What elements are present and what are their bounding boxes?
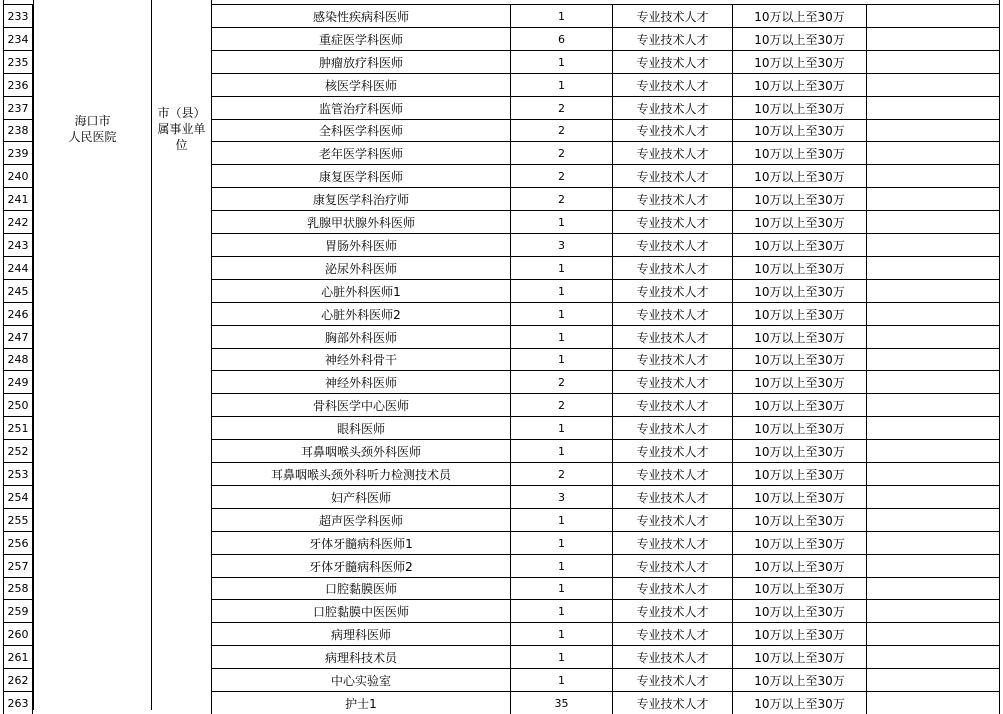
hiring-count: 1 [510,210,612,233]
remarks-cell [866,668,1000,691]
hiring-count: 35 [510,691,612,714]
talent-type: 专业技术人才 [612,27,732,50]
remarks-cell [866,554,1000,577]
talent-type: 专业技术人才 [612,233,732,256]
hiring-count: 2 [510,96,612,119]
talent-type: 专业技术人才 [612,462,732,485]
salary-range: 10万以上至30万 [732,256,866,279]
salary-range: 10万以上至30万 [732,73,866,96]
remarks-cell [866,645,1000,668]
row-number: 234 [3,27,33,50]
remarks-cell [866,96,1000,119]
remarks-cell [866,279,1000,302]
remarks-cell [866,462,1000,485]
hiring-count: 2 [510,370,612,393]
talent-type: 专业技术人才 [612,210,732,233]
position-name: 老年医学科医师 [211,141,510,164]
salary-range: 10万以上至30万 [732,279,866,302]
salary-range: 10万以上至30万 [732,187,866,210]
row-number: 248 [3,348,33,370]
row-number: 236 [3,73,33,96]
talent-type: 专业技术人才 [612,302,732,325]
talent-type: 专业技术人才 [612,96,732,119]
position-name: 眼科医师 [211,416,510,439]
salary-range: 10万以上至30万 [732,645,866,668]
talent-type: 专业技术人才 [612,370,732,393]
row-number: 256 [3,531,33,554]
remarks-cell [866,485,1000,508]
position-name: 神经外科医师 [211,370,510,393]
hiring-count: 1 [510,325,612,348]
salary-range: 10万以上至30万 [732,393,866,416]
row-number: 253 [3,462,33,485]
salary-range: 10万以上至30万 [732,622,866,645]
salary-range: 10万以上至30万 [732,577,866,599]
salary-range: 10万以上至30万 [732,164,866,187]
salary-range: 10万以上至30万 [732,233,866,256]
position-name: 骨科医学中心医师 [211,393,510,416]
salary-range: 10万以上至30万 [732,325,866,348]
salary-range: 10万以上至30万 [732,141,866,164]
row-number: 258 [3,577,33,599]
row-number: 241 [3,187,33,210]
talent-type: 专业技术人才 [612,508,732,531]
salary-range: 10万以上至30万 [732,27,866,50]
row-number: 244 [3,256,33,279]
hiring-count: 1 [510,416,612,439]
hiring-count: 2 [510,462,612,485]
remarks-cell [866,531,1000,554]
hiring-count: 1 [510,50,612,73]
hiring-count: 2 [510,164,612,187]
position-name: 乳腺甲状腺外科医师 [211,210,510,233]
row-number: 260 [3,622,33,645]
row-number: 240 [3,164,33,187]
salary-range: 10万以上至30万 [732,599,866,622]
remarks-cell [866,50,1000,73]
salary-range: 10万以上至30万 [732,508,866,531]
salary-range: 10万以上至30万 [732,439,866,462]
position-name: 泌尿外科医师 [211,256,510,279]
talent-type: 专业技术人才 [612,439,732,462]
position-name: 妇产科医师 [211,485,510,508]
remarks-cell [866,622,1000,645]
row-number: 242 [3,210,33,233]
position-name: 全科医学科医师 [211,119,510,141]
salary-range: 10万以上至30万 [732,210,866,233]
talent-type: 专业技术人才 [612,50,732,73]
hiring-count: 1 [510,4,612,27]
position-name: 病理科技术员 [211,645,510,668]
position-name: 胃肠外科医师 [211,233,510,256]
remarks-cell [866,302,1000,325]
position-name: 中心实验室 [211,668,510,691]
salary-range: 10万以上至30万 [732,485,866,508]
row-number: 252 [3,439,33,462]
salary-range: 10万以上至30万 [732,348,866,370]
talent-type: 专业技术人才 [612,577,732,599]
row-number: 262 [3,668,33,691]
remarks-cell [866,577,1000,599]
position-name: 口腔黏膜医师 [211,577,510,599]
remarks-cell [866,119,1000,141]
row-number: 249 [3,370,33,393]
position-name: 感染性疾病科医师 [211,4,510,27]
talent-type: 专业技术人才 [612,164,732,187]
talent-type: 专业技术人才 [612,645,732,668]
hiring-count: 1 [510,554,612,577]
position-name: 口腔黏膜中医医师 [211,599,510,622]
hiring-count: 6 [510,27,612,50]
row-number: 254 [3,485,33,508]
row-number: 263 [3,691,33,714]
hiring-count: 1 [510,73,612,96]
employer-cell: 海口市 人民医院 [68,114,117,144]
hiring-count: 2 [510,393,612,416]
talent-type: 专业技术人才 [612,668,732,691]
remarks-cell [866,4,1000,27]
remarks-cell [866,508,1000,531]
position-name: 病理科医师 [211,622,510,645]
hiring-count: 1 [510,302,612,325]
salary-range: 10万以上至30万 [732,554,866,577]
talent-type: 专业技术人才 [612,416,732,439]
salary-range: 10万以上至30万 [732,370,866,393]
talent-type: 专业技术人才 [612,279,732,302]
salary-range: 10万以上至30万 [732,50,866,73]
row-number: 233 [3,4,33,27]
hiring-count: 1 [510,599,612,622]
position-name: 胸部外科医师 [211,325,510,348]
hiring-count: 1 [510,256,612,279]
hiring-count: 2 [510,141,612,164]
talent-type: 专业技术人才 [612,4,732,27]
talent-type: 专业技术人才 [612,119,732,141]
remarks-cell [866,691,1000,714]
talent-type: 专业技术人才 [612,187,732,210]
salary-range: 10万以上至30万 [732,668,866,691]
row-number: 246 [3,302,33,325]
hiring-count: 1 [510,645,612,668]
hiring-count: 2 [510,187,612,210]
talent-type: 专业技术人才 [612,531,732,554]
hiring-count: 1 [510,622,612,645]
remarks-cell [866,599,1000,622]
hiring-count: 1 [510,508,612,531]
row-number: 255 [3,508,33,531]
hiring-count: 1 [510,531,612,554]
position-name: 护士1 [211,691,510,714]
position-name: 牙体牙髓病科医师1 [211,531,510,554]
salary-range: 10万以上至30万 [732,96,866,119]
position-name: 耳鼻咽喉头颈外科听力检测技术员 [211,462,510,485]
remarks-cell [866,256,1000,279]
talent-type: 专业技术人才 [612,325,732,348]
talent-type: 专业技术人才 [612,348,732,370]
position-name: 心脏外科医师2 [211,302,510,325]
hiring-count: 1 [510,668,612,691]
salary-range: 10万以上至30万 [732,302,866,325]
row-number: 259 [3,599,33,622]
remarks-cell [866,370,1000,393]
hiring-count: 1 [510,439,612,462]
position-name: 牙体牙髓病科医师2 [211,554,510,577]
talent-type: 专业技术人才 [612,554,732,577]
remarks-cell [866,210,1000,233]
row-number: 243 [3,233,33,256]
row-number: 251 [3,416,33,439]
row-number: 239 [3,141,33,164]
remarks-cell [866,141,1000,164]
position-name: 肿瘤放疗科医师 [211,50,510,73]
position-name: 心脏外科医师1 [211,279,510,302]
hiring-count: 3 [510,485,612,508]
talent-type: 专业技术人才 [612,599,732,622]
remarks-cell [866,233,1000,256]
row-number: 247 [3,325,33,348]
remarks-cell [866,393,1000,416]
salary-range: 10万以上至30万 [732,119,866,141]
remarks-cell [866,416,1000,439]
hiring-count: 1 [510,577,612,599]
talent-type: 专业技术人才 [612,141,732,164]
position-name: 重症医学科医师 [211,27,510,50]
row-number: 238 [3,119,33,141]
talent-type: 专业技术人才 [612,393,732,416]
position-name: 耳鼻咽喉头颈外科医师 [211,439,510,462]
remarks-cell [866,73,1000,96]
talent-type: 专业技术人才 [612,256,732,279]
unit-type-cell: 市（县） 属事业单 位 [157,106,206,152]
row-number: 245 [3,279,33,302]
position-name: 康复医学科治疗师 [211,187,510,210]
row-number: 235 [3,50,33,73]
position-name: 核医学科医师 [211,73,510,96]
hiring-count: 3 [510,233,612,256]
remarks-cell [866,439,1000,462]
row-number: 237 [3,96,33,119]
talent-type: 专业技术人才 [612,73,732,96]
salary-range: 10万以上至30万 [732,531,866,554]
row-number: 257 [3,554,33,577]
talent-type: 专业技术人才 [612,622,732,645]
row-number: 261 [3,645,33,668]
salary-range: 10万以上至30万 [732,462,866,485]
salary-range: 10万以上至30万 [732,691,866,714]
remarks-cell [866,27,1000,50]
talent-type: 专业技术人才 [612,485,732,508]
remarks-cell [866,187,1000,210]
position-name: 神经外科骨干 [211,348,510,370]
talent-type: 专业技术人才 [612,691,732,714]
hiring-count: 2 [510,119,612,141]
remarks-cell [866,348,1000,370]
hiring-count: 1 [510,348,612,370]
remarks-cell [866,325,1000,348]
position-name: 超声医学科医师 [211,508,510,531]
salary-range: 10万以上至30万 [732,416,866,439]
salary-range: 10万以上至30万 [732,4,866,27]
position-name: 监管治疗科医师 [211,96,510,119]
row-number: 250 [3,393,33,416]
hiring-count: 1 [510,279,612,302]
position-name: 康复医学科医师 [211,164,510,187]
remarks-cell [866,164,1000,187]
